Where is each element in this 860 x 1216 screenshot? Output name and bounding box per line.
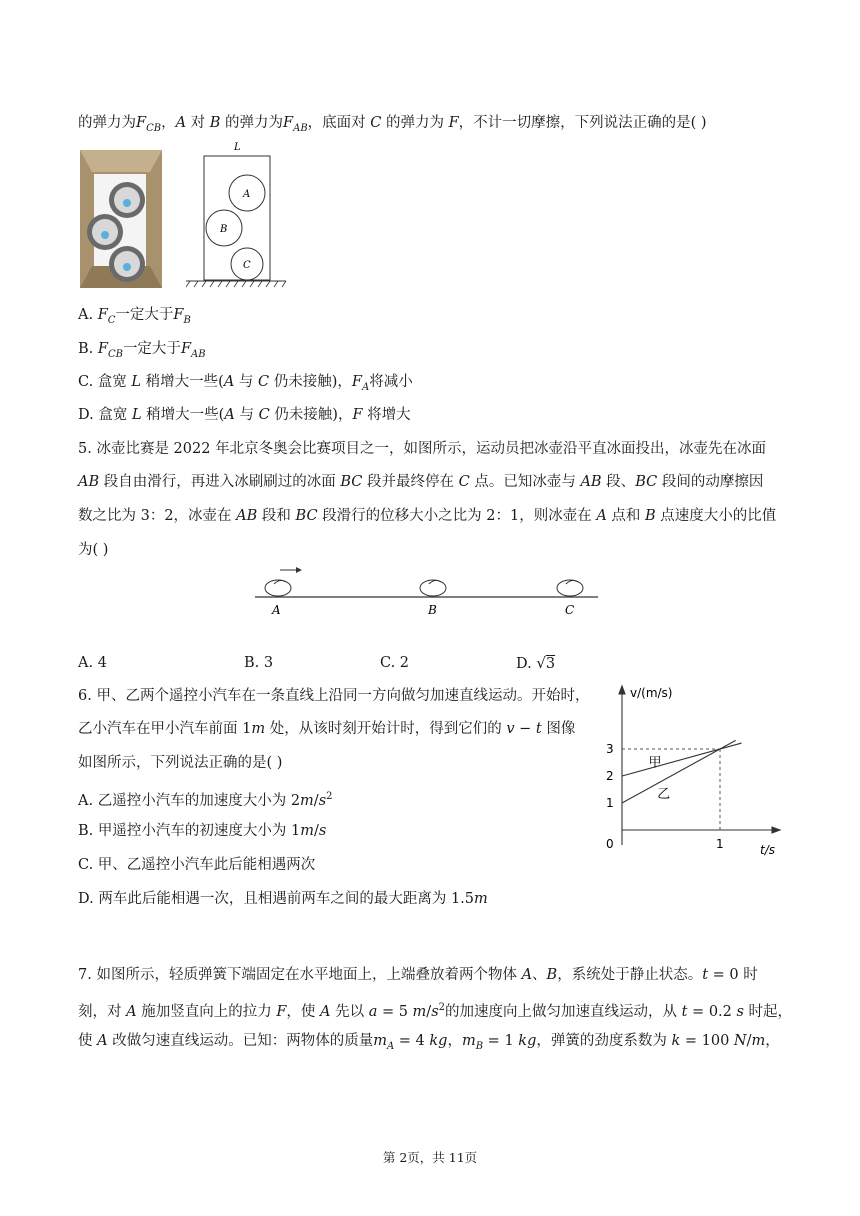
- q6-origin: 0: [606, 837, 614, 851]
- q4-stem: 的弹力为$F_{CB}$，A 对 B 的弹力为$F_{AB}$，底面对 C 的弹力为 F，不计一切摩擦，下列说法正确的是( ): [78, 115, 707, 134]
- q6-option-d[interactable]: D. 两车此后能相遇一次，且相遇前两车之间的最大距离为 1.5m: [78, 891, 488, 907]
- q5-label-C: C: [565, 603, 575, 617]
- q7-stem-line2: 刻，对 A 施加竖直向上的拉力 F，使 A 先以 a = 5 $m/s^2$的加速度向上做匀加速直线运动，从 t = 0.2 s 时起，: [78, 1002, 793, 1020]
- q6-ytick-3: 3: [606, 742, 614, 756]
- q6-line-jia: [622, 743, 742, 776]
- q6-ylabel: v/(m/s): [630, 686, 673, 700]
- q5-stem-line2: AB 段自由滑行，再进入冰刷刷过的冰面 BC 段并最终停在 C 点。已知冰壶与 AB 段、BC 段间的动摩擦因: [78, 474, 764, 490]
- q5-option-d[interactable]: D. √3: [516, 654, 556, 672]
- q6-stem-line1: 6. 甲、乙两个遥控小汽车在一条直线上沿同一方向做匀加速直线运动。开始时，: [78, 688, 590, 704]
- q6-stem-line3: 如图所示，下列说法正确的是( ): [78, 755, 283, 771]
- q6-label-yi: 乙: [657, 787, 671, 803]
- q4-option-c[interactable]: C. 盒宽 L 稍增大一些(A 与 C 仍未接触)，$F_A$将减小: [78, 374, 413, 393]
- q4-box-photo: [80, 150, 162, 288]
- q6-label-jia: 甲: [648, 755, 662, 771]
- q6-ytick-2: 2: [606, 769, 614, 783]
- page-footer: 第 2页，共 11页: [382, 1150, 478, 1165]
- q6-option-a[interactable]: A. 乙遥控小汽车的加速度大小为 $2m/s^2$: [78, 791, 333, 809]
- q6-xtick-1: 1: [716, 837, 724, 851]
- q6-option-b[interactable]: B. 甲遥控小汽车的初速度大小为 1m/s: [78, 823, 327, 839]
- q5-label-B: B: [428, 603, 437, 617]
- q6-option-c[interactable]: C. 甲、乙遥控小汽车此后能相遇两次: [78, 857, 316, 873]
- q5-option-a[interactable]: A. 4: [78, 655, 107, 671]
- q4-label-L: L: [234, 142, 241, 153]
- q4-schematic: [186, 136, 290, 294]
- q5-option-b[interactable]: B. 3: [244, 655, 274, 671]
- q7-stem-line3: 使 A 改做匀速直线运动。已知：两物体的质量$m_A = 4$ kg，$m_B = 1$ kg，弹簧的劲度系数为 k = 100 N/m，: [78, 1033, 780, 1052]
- q7-stem-line1: 7. 如图所示，轻质弹簧下端固定在水平地面上，上端叠放着两个物体 A、B，系统处于静止状态。t = 0 时: [78, 967, 758, 983]
- q5-stem-line4: 为( ): [78, 542, 109, 558]
- q5-option-c[interactable]: C. 2: [380, 655, 410, 671]
- q5-label-A: A: [272, 603, 281, 617]
- q4-option-d[interactable]: D. 盒宽 L 稍增大一些(A 与 C 仍未接触)，F 将增大: [78, 407, 411, 423]
- q4-label-B: B: [220, 224, 228, 235]
- q6-ytick-1: 1: [606, 796, 614, 810]
- q5-curling-figure: [250, 562, 602, 622]
- q4-label-C: C: [243, 260, 251, 271]
- q6-vt-chart: [596, 680, 786, 862]
- q4-label-A: A: [243, 189, 251, 200]
- q4-option-a[interactable]: A. $F_C$一定大于$F_B$: [78, 307, 191, 326]
- q5-stem-line1: 5. 冰壶比赛是 2022 年北京冬奥会比赛项目之一，如图所示，运动员把冰壶沿平直冰面投出，冰壶先在冰面: [78, 441, 767, 457]
- q4-option-b[interactable]: B. $F_{CB}$一定大于$F_{AB}$: [78, 341, 206, 360]
- q6-xlabel: t/s: [760, 843, 775, 857]
- q6-stem-line2: 乙小汽车在甲小汽车前面 1m 处，从该时刻开始计时，得到它们的 v − t 图像: [78, 721, 576, 737]
- q5-stem-line3: 数之比为 3：2，冰壶在 AB 段和 BC 段滑行的位移大小之比为 2：1，则冰壶在 A 点和 B 点速度大小的比值: [78, 508, 777, 524]
